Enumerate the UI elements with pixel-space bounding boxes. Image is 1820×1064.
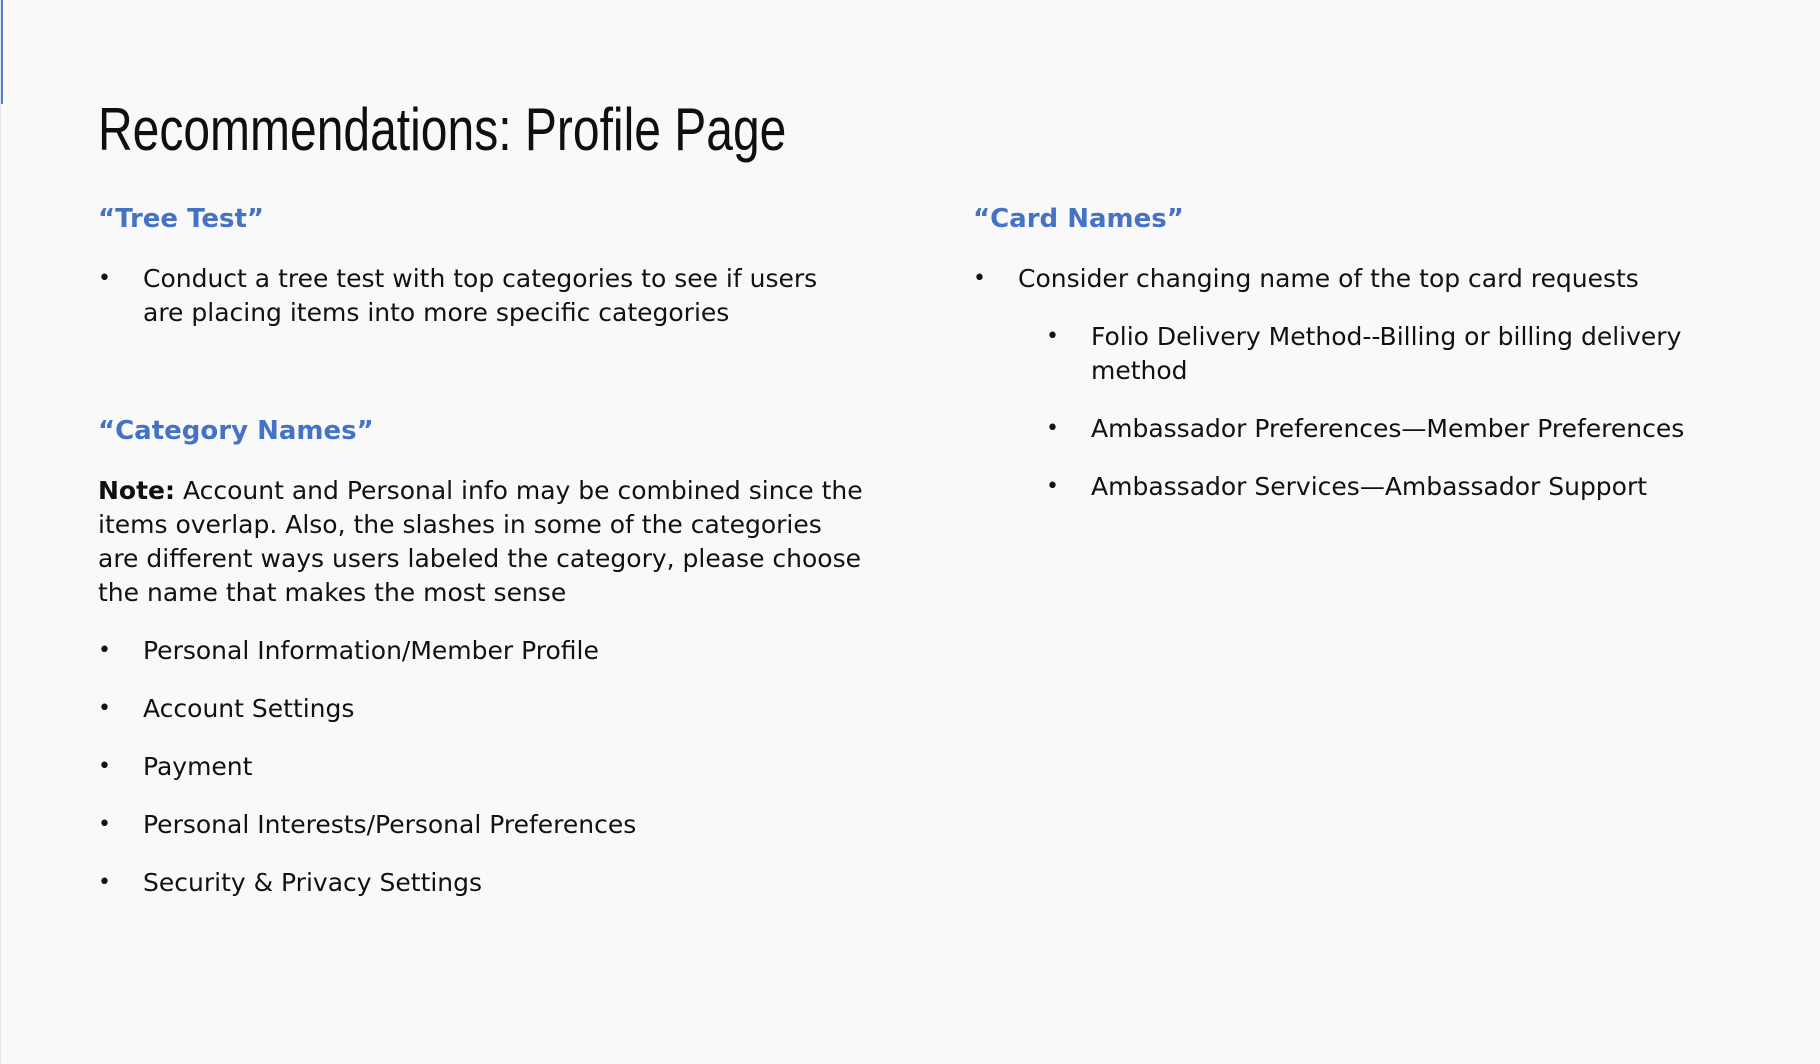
list-item bbox=[98, 866, 798, 900]
card-names-list bbox=[973, 262, 1763, 296]
list-item bbox=[98, 692, 798, 726]
list-item bbox=[98, 808, 798, 842]
note-text: Account and Personal info may be combined since the items overlap. Also, the slashes in some of the categories are different ways users labeled the category, please choose the name that makes the most sense bbox=[98, 476, 863, 607]
bullet-icon: • bbox=[1046, 324, 1059, 349]
list-item-text: Consider changing name of the top card requests bbox=[1018, 264, 1639, 293]
list-item bbox=[98, 262, 848, 330]
bullet-icon: • bbox=[98, 754, 111, 779]
list-item bbox=[1046, 412, 1696, 446]
list-item-text: Account Settings bbox=[143, 694, 355, 723]
note-label: Note: bbox=[98, 476, 176, 505]
bullet-icon: • bbox=[98, 638, 111, 663]
bullet-icon: • bbox=[98, 870, 111, 895]
category-names-list bbox=[98, 634, 798, 900]
list-item-text: Personal Interests/Personal Preferences bbox=[143, 810, 637, 839]
list-item-text: Personal Information/Member Profile bbox=[143, 636, 599, 665]
bullet-icon: • bbox=[1046, 416, 1059, 441]
bullet-icon: • bbox=[1046, 474, 1059, 499]
list-item-text: Conduct a tree test with top categories to see if users are placing items into more specific categories bbox=[143, 264, 818, 327]
list-item-text: Security & Privacy Settings bbox=[143, 868, 483, 897]
list-item bbox=[98, 634, 798, 668]
list-item-text: Payment bbox=[143, 752, 253, 781]
category-note bbox=[98, 474, 868, 610]
list-item bbox=[973, 262, 1763, 296]
list-item-text: Ambassador Preferences—Member Preferences bbox=[1091, 414, 1685, 443]
slide-edge-marker bbox=[1, 0, 3, 104]
list-item-text: Folio Delivery Method--Billing or billing delivery method bbox=[1091, 322, 1682, 385]
card-names-heading: “Card Names” bbox=[973, 204, 1184, 234]
list-item bbox=[98, 750, 798, 784]
slide-title: Recommendations: Profile Page bbox=[98, 96, 787, 163]
tree-test-heading: “Tree Test” bbox=[98, 204, 265, 234]
tree-test-list bbox=[98, 262, 848, 330]
list-item-text: Ambassador Services—Ambassador Support bbox=[1091, 472, 1648, 501]
bullet-icon: • bbox=[973, 266, 986, 291]
category-names-heading: “Category Names” bbox=[98, 416, 374, 446]
bullet-icon: • bbox=[98, 696, 111, 721]
bullet-icon: • bbox=[98, 266, 111, 291]
bullet-icon: • bbox=[98, 812, 111, 837]
list-item bbox=[1046, 470, 1696, 504]
card-names-sublist bbox=[1046, 320, 1696, 504]
list-item bbox=[1046, 320, 1696, 388]
